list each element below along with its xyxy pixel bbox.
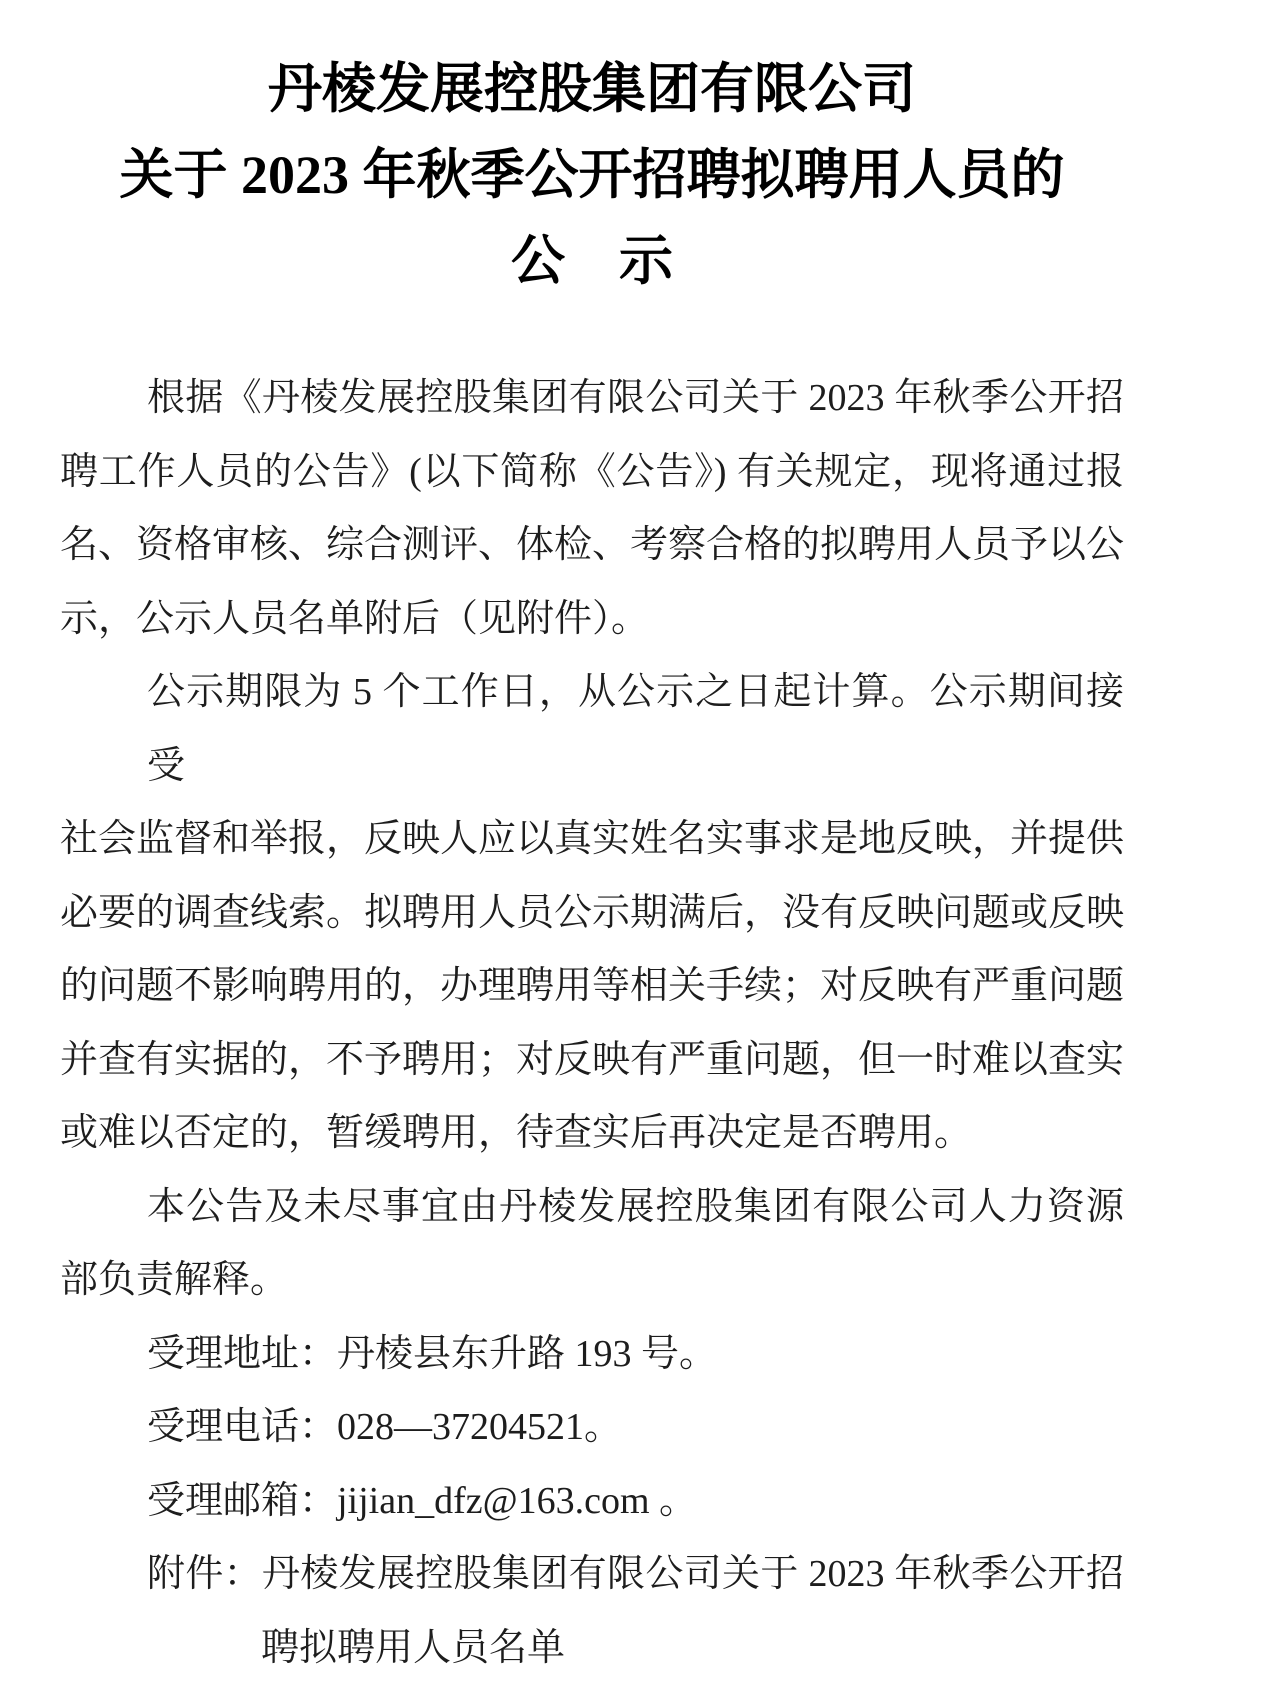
address-line: 受理地址：丹棱县东升路 193 号。 <box>147 1332 718 1375</box>
para3-line2: 部负责解释。 <box>60 1259 289 1301</box>
para2-line1: 公示期限为 5 个工作日，从公示之日起计算。公示期间接受 <box>147 671 1124 787</box>
para1-line2: 聘工作人员的公告》(以下简称《公告》) 有关规定，现将通过报 <box>60 450 1124 493</box>
document-body <box>60 362 1124 1685</box>
attachment-line2: 聘拟聘用人员名单 <box>261 1626 566 1669</box>
document-title-company: 丹棱发展控股集团有限公司 <box>268 59 916 119</box>
para2-line5: 并查有实据的，不予聘用；对反映有严重问题，但一时难以查实 <box>60 1038 1125 1081</box>
document-content <box>60 0 1124 1685</box>
para2-line2: 社会监督和举报，反映人应以真实姓名实事求是地反映，并提供 <box>60 818 1125 860</box>
para2-line4: 的问题不影响聘用的，办理聘用等相关手续；对反映有严重问题 <box>60 965 1125 1007</box>
para2-line3: 必要的调查线索。拟聘用人员公示期满后，没有反映问题或反映 <box>60 891 1125 934</box>
para1-line3: 名、资格审核、综合测评、体检、考察合格的拟聘用人员予以公 <box>60 524 1125 566</box>
document-title <box>60 46 1124 304</box>
para1-line4: 示，公示人员名单附后（见附件）。 <box>60 597 650 640</box>
attachment-line1: 附件：丹棱发展控股集团有限公司关于 2023 年秋季公开招 <box>147 1553 1124 1595</box>
document-title-subject: 关于 2023 年秋季公开招聘拟聘用人员的 <box>119 145 1065 205</box>
para1-line1: 根据《丹棱发展控股集团有限公司关于 2023 年秋季公开招 <box>147 377 1124 419</box>
phone-line: 受理电话：028—37204521。 <box>147 1406 623 1448</box>
para3-line1: 本公告及未尽事宜由丹棱发展控股集团有限公司人力资源 <box>147 1185 1124 1228</box>
para2-line6: 或难以否定的，暂缓聘用，待查实后再决定是否聘用。 <box>60 1112 973 1154</box>
document-title-type: 公 示 <box>511 231 673 291</box>
email-line: 受理邮箱：jijian_dfz@163.com 。 <box>147 1479 698 1522</box>
